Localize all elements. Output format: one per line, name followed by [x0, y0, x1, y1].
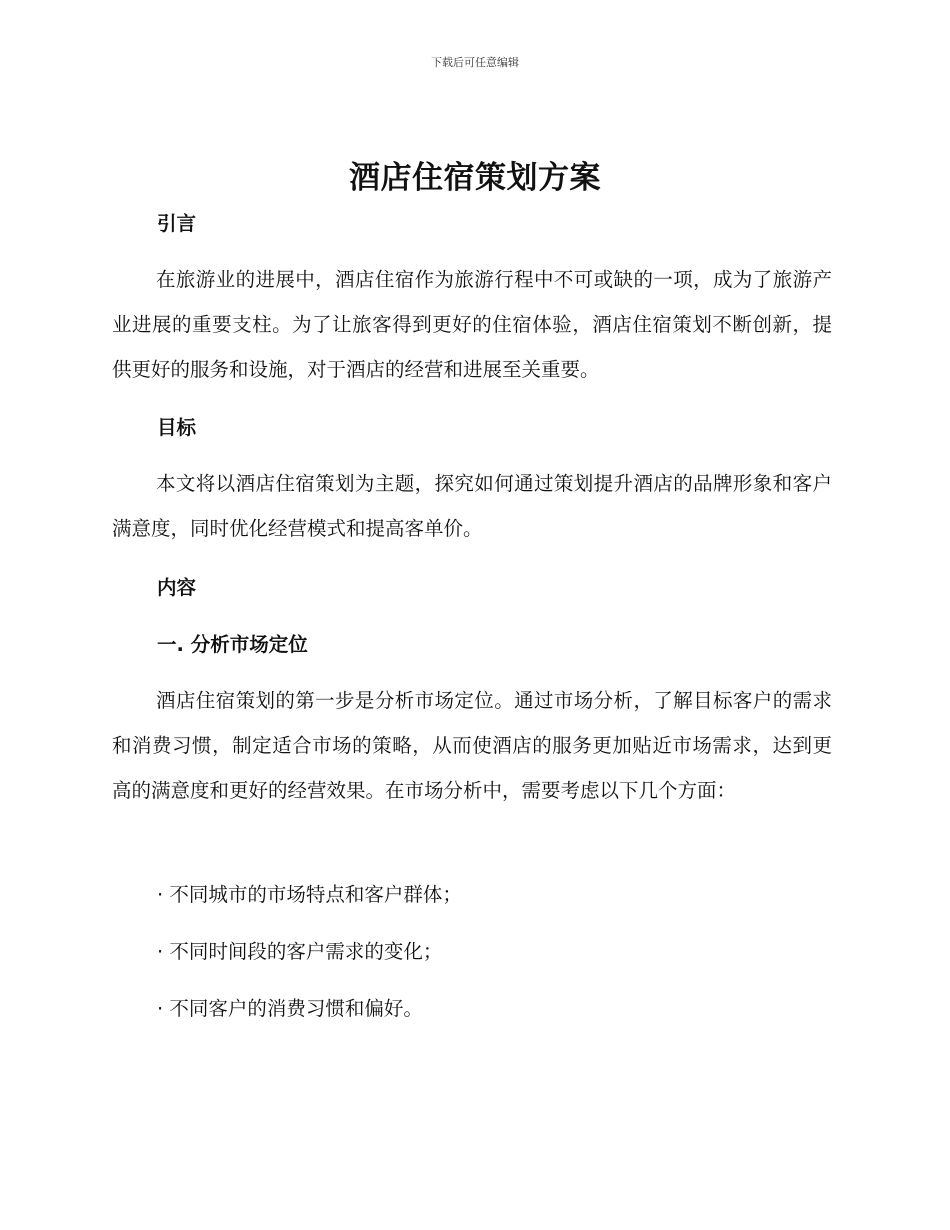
- goal-paragraph: 本文将以酒店住宿策划为主题，探究如何通过策划提升酒店的品牌形象和客户满意度，同时优化经营模式和提高客单价。: [112, 472, 832, 540]
- bullet-item: · 不同城市的市场特点和客户群体；: [157, 883, 462, 906]
- bullet-item: · 不同时间段的客户需求的变化；: [157, 940, 443, 963]
- section-heading-content: 内容: [157, 576, 197, 599]
- section-heading-goal: 目标: [157, 416, 197, 439]
- market-paragraph: 酒店住宿策划的第一步是分析市场定位。通过市场分析，了解目标客户的需求和消费习惯，制定适合市场的策略，从而使酒店的服务更加贴近市场需求，达到更高的满意度和更好的经营效果。在市场分析中，需要考虑以下几个方面：: [112, 689, 832, 802]
- bullet-item: · 不同客户的消费习惯和偏好。: [157, 997, 423, 1020]
- section-heading-intro: 引言: [157, 212, 197, 235]
- header-note: 下载后可任意编辑: [431, 56, 519, 69]
- document-title: 酒店住宿策划方案: [349, 160, 601, 196]
- subsection-heading-market: 一. 分析市场定位: [157, 633, 308, 656]
- intro-paragraph: 在旅游业的进展中，酒店住宿作为旅游行程中不可或缺的一项，成为了旅游产业进展的重要支柱。为了让旅客得到更好的住宿体验，酒店住宿策划不断创新，提供更好的服务和设施，对于酒店的经营和进展至关重要。: [112, 268, 832, 381]
